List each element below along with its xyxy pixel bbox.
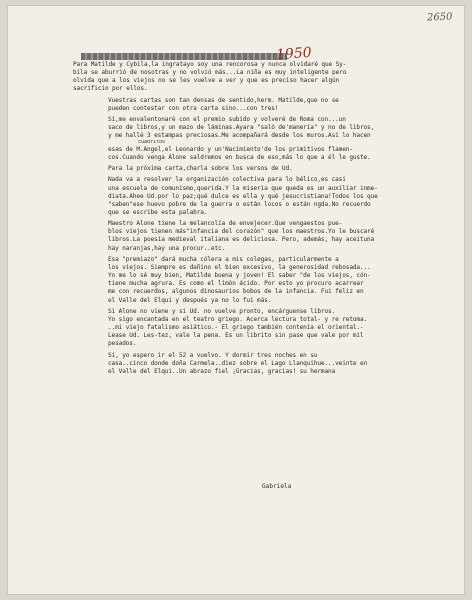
letter-line: Yo sigo encantada en el teatro griego. Acerca lectura total- y re retoma. xyxy=(108,315,368,323)
letter-paragraph xyxy=(73,116,447,162)
letter-line: Vuestras cartas son tan densas de sentido,herm. Matilde,que no se xyxy=(108,96,339,104)
letter-line: Sí,me envalentonaré con el premio subido y volveré de Roma con...un xyxy=(108,115,346,123)
letter-line: cos.Cuando venga Alone saldremos en busca de eso,más lo que a él le guste. xyxy=(108,154,371,162)
letter-line: hay naranjas,hay una procur..etc. xyxy=(108,244,226,252)
interlinear-insertion: cuadritos xyxy=(138,140,166,146)
letter-paragraph xyxy=(73,165,447,173)
letter-line: libros.La poesía medieval italiana es deliciosa. Pero, además, hay aceituna xyxy=(108,236,375,244)
letter-body xyxy=(73,61,447,379)
letter-line: Esa "premiazo" dará mucha cólera a mis colegas, particularmente a xyxy=(108,255,339,263)
letter-line: esas de M.Angel,el Leonardo y un'Nacimiento'de los primitivos flamen- xyxy=(108,145,353,153)
letter-line: pesados. xyxy=(108,340,137,348)
letter-line: "saben"ese huevo pobre de la guerra o están locos o están ngda.No recuerdo xyxy=(108,200,371,208)
letter-line: blos viejos tienen más"infancia del corazón" que los maestros.Yo le buscaré xyxy=(108,228,375,236)
letter-line: casa..cinco donde doña Carmela..diez sobre el Lago Llanquihue...veinte en xyxy=(108,359,368,367)
struck-out-line xyxy=(81,53,287,60)
letter-line: los viejos. Siempre es dañino el bien excesivo, la generosidad rebosada... xyxy=(108,263,371,271)
letter-line: Lease Ud. Les-tez, vale la pena. Es un librito sin pase que vale por mil xyxy=(108,332,364,340)
letter-paragraph xyxy=(73,61,447,94)
letter-line: Nada va a resolver la organización colectiva para lo bélico,es casi xyxy=(108,176,346,184)
letter-paragraph xyxy=(73,220,447,253)
letter-paragraph xyxy=(73,97,447,113)
letter-line: me con recuerdos, algunos dinosaurios bobos de la infancia. Fui feliz en xyxy=(108,288,364,296)
letter-line: pueden contestar con otra carta sino...con tres! xyxy=(108,104,279,112)
letter-line: una escuela de comunismo,querida.Y la miseria que queda es un auxiliar inme- xyxy=(108,184,378,192)
folio-number: 2650 xyxy=(426,11,453,24)
letter-line: ..mi viejo fatalismo asiático.- El griego también contenía el oriental.- xyxy=(108,324,364,332)
letter-line: saco de libros,y un mazo de láminas.Ayara "saló de'manería" y no de libros, xyxy=(108,124,375,132)
letter-paragraph xyxy=(73,256,447,305)
letter-line: olvida que a los viejos no se les vuelve a ver y que es preciso hacer algún xyxy=(73,77,340,85)
letter-line: el Valle del Elqui..Un abrazo fiel ¡Gracias, gracias! su hermana xyxy=(108,367,336,375)
letter-line: Sí, yo espero ir el 52 a vuelvo. Y dormir tres noches en su xyxy=(108,351,318,359)
letter-line: Para Matilde y Cybila,la ingratayo soy una rencorosa y nunca olvidaré que Sy- xyxy=(73,61,347,68)
letter-line: Para la próxima carta,charla sobre los versos de Ud. xyxy=(108,165,293,173)
letter-paragraph xyxy=(73,308,447,349)
letter-line: y me hallé 3 estampas preciosas.Me acompañará desde los muros.Así lo hacen xyxy=(108,132,371,140)
letter-line: Maestro Alone tiene la melancolía de envejecer.Que vengaestos pue- xyxy=(108,220,343,228)
handwritten-year: 1950 xyxy=(275,44,313,64)
letter-line: Yo me lo sé muy bien, Matilde buena y joven! El saber "de los viejos, cón- xyxy=(108,272,371,280)
letter-line: que se escribe esta palabra. xyxy=(108,209,208,216)
letter-paragraph xyxy=(73,352,447,376)
letter-line: Si Alone no viene y si Ud. no vuelve pronto, encárguense libros. xyxy=(108,307,336,315)
letter-line: sacrificio por ellos. xyxy=(73,85,148,93)
letter-line: tiene mucha agrura. Es como el limón ácido. Por esto yo procuro acarrear xyxy=(108,280,364,288)
letter-line: diata.Ahee Ud.por lo paz;qué dulce es ella y qué jesucristiana!Todos los que xyxy=(108,192,378,200)
letter-line: bila se aburrió de nosotras y no volvió más...La niña es muy inteligente pero xyxy=(73,69,347,77)
letter-line: el Valle del Elqui y después ya no lo fui más. xyxy=(108,296,272,304)
letter-paragraph xyxy=(73,176,447,217)
signature: Gabriela xyxy=(262,483,292,490)
